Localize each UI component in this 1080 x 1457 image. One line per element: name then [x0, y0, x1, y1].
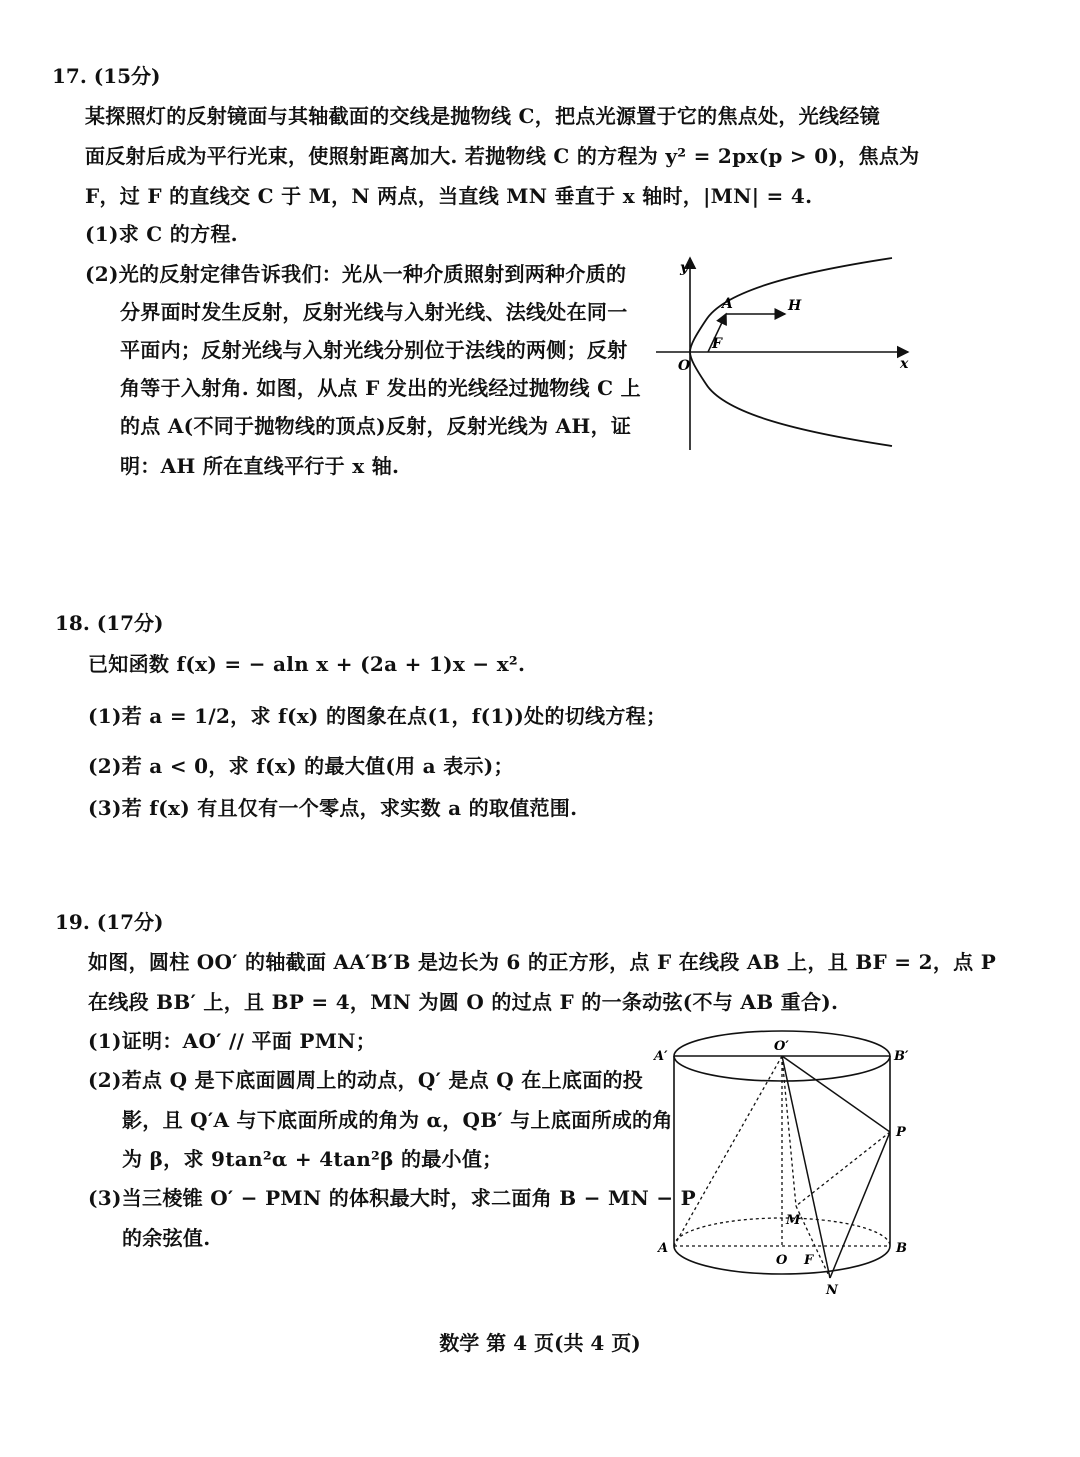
cylinder-figure [650, 1020, 920, 1300]
label-A: A [722, 296, 733, 312]
q18-part3: (3)若 f(x) 有且仅有一个零点，求实数 a 的取值范围. [88, 796, 578, 820]
label-A1: A′ [654, 1049, 668, 1064]
q19-line: 在线段 BB′ 上，且 BP = 4，MN 为圆 O 的过点 F 的一条动弦(不与 AB 重合). [88, 990, 839, 1014]
q17-part2: (2)光的反射定律告诉我们：光从一种介质照射到两种介质的 [85, 262, 627, 286]
q19-line: 为 β，求 9tan²α + 4tan²β 的最小值； [122, 1147, 503, 1171]
q19-part3: (3)当三棱锥 O′ − PMN 的体积最大时，求二面角 B − MN − P [88, 1186, 696, 1210]
parabola-figure [650, 250, 920, 460]
q17-line: 分界面时发生反射，反射光线与入射光线、法线处在同一 [120, 300, 628, 324]
q17-line: F，过 F 的直线交 C 于 M，N 两点，当直线 MN 垂直于 x 轴时，|MN| = 4. [85, 184, 813, 208]
q18-part2: (2)若 a < 0，求 f(x) 的最大值(用 a 表示)； [88, 754, 514, 778]
label-F: F [804, 1253, 814, 1268]
q17-line: 角等于入射角. 如图，从点 F 发出的光线经过抛物线 C 上 [120, 376, 641, 400]
label-y: y [680, 260, 689, 276]
segment-PN [830, 1132, 890, 1278]
label-B1: B′ [894, 1049, 909, 1064]
q19-line: 如图，圆柱 OO′ 的轴截面 AA′B′B 是边长为 6 的正方形，点 F 在线段 AB 上，且 BF = 2，点 P [88, 950, 997, 974]
q17-line: 的点 A(不同于抛物线的顶点)反射，反射光线为 AH，证 [120, 414, 632, 438]
label-B: B [896, 1241, 907, 1256]
q17-header: 17. (15分) [52, 64, 161, 88]
label-P: P [896, 1125, 906, 1140]
segment-O1M [782, 1056, 796, 1206]
q17-line: 面反射后成为平行光束，使照射距离加大. 若抛物线 C 的方程为 y² = 2px(p > 0)，焦点为 [85, 144, 920, 168]
label-A: A [658, 1241, 669, 1256]
q18-line: 已知函数 f(x) = − aln x + (2a + 1)x − x². [88, 652, 526, 676]
segment-O1N [782, 1056, 830, 1278]
q19-header: 19. (17分) [55, 910, 164, 934]
label-H: H [788, 298, 802, 314]
q17-line: 平面内；反射光线与入射光线分别位于法线的两侧；反射 [120, 338, 628, 362]
label-O1: O′ [774, 1039, 789, 1054]
label-M: M [786, 1213, 801, 1228]
segment-O1A [674, 1056, 782, 1246]
label-x: x [900, 356, 909, 372]
q19-line: 影，且 Q′A 与下底面所成的角为 α，QB′ 与上底面所成的角 [122, 1108, 673, 1132]
page-footer: 数学 第 4 页(共 4 页) [439, 1331, 641, 1355]
q17-line: 明：AH 所在直线平行于 x 轴. [120, 454, 400, 478]
q19-line: 的余弦值. [122, 1226, 211, 1250]
q18-header: 18. (17分) [55, 611, 164, 635]
segment-PM [796, 1132, 890, 1206]
label-N: N [826, 1283, 838, 1298]
q19-part1: (1)证明：AO′ // 平面 PMN； [88, 1029, 377, 1053]
q18-part1: (1)若 a = 1/2，求 f(x) 的图象在点(1，f(1))处的切线方程； [88, 704, 667, 728]
label-origin: O [678, 358, 691, 374]
label-F: F [712, 336, 722, 352]
q19-part2: (2)若点 Q 是下底面圆周上的动点，Q′ 是点 Q 在上底面的投 [88, 1068, 644, 1092]
q17-line: 某探照灯的反射镜面与其轴截面的交线是抛物线 C，把点光源置于它的焦点处，光线经镜 [85, 104, 880, 128]
q17-part1: (1)求 C 的方程. [85, 222, 238, 246]
segment-O1P [782, 1056, 890, 1132]
label-O: O [776, 1253, 788, 1268]
